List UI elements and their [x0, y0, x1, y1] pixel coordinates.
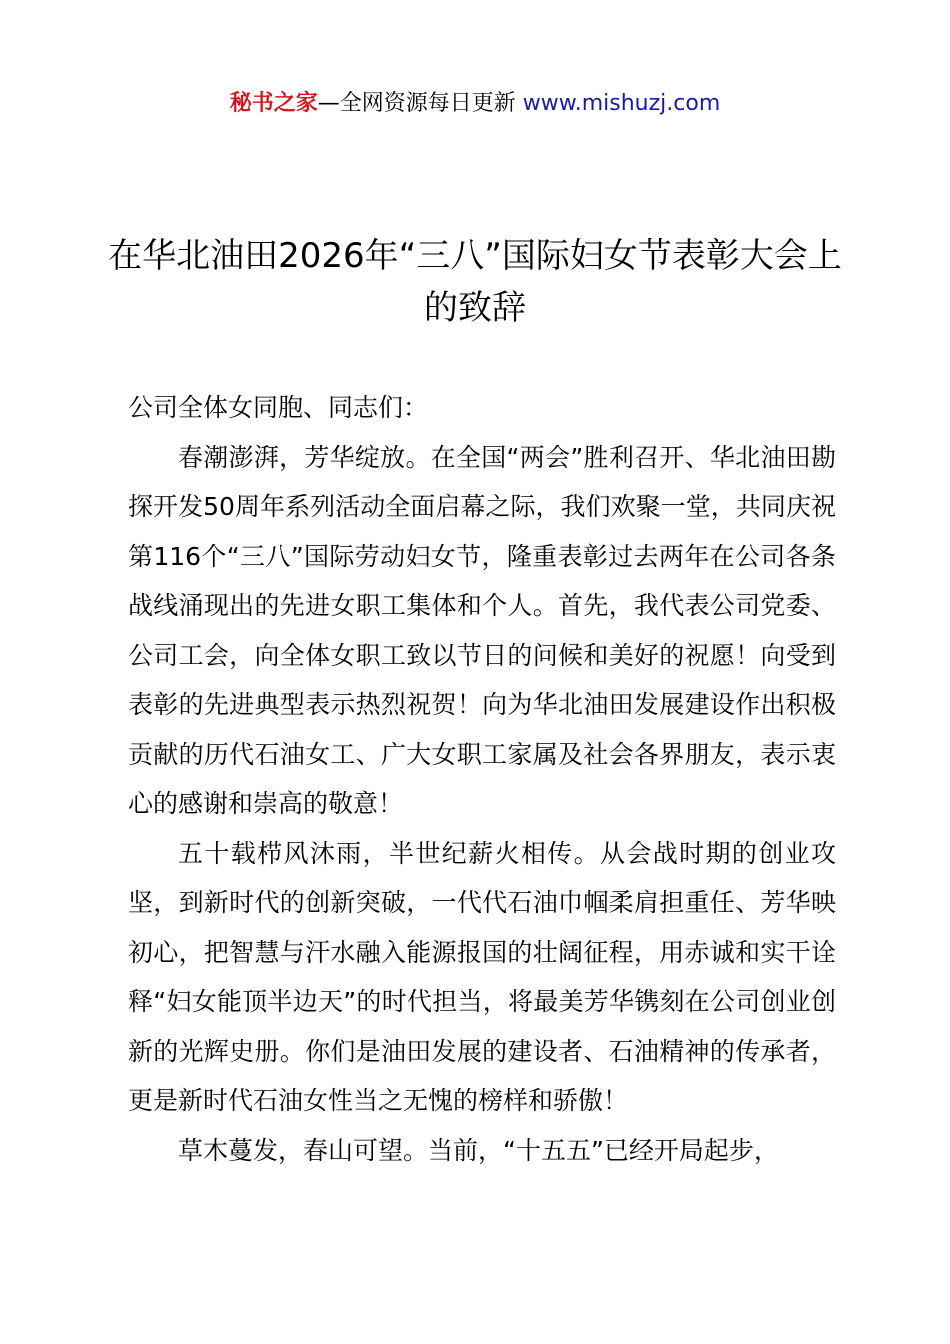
site-brand: 秘书之家: [229, 91, 318, 116]
salutation: 公司全体女同胞、同志们：: [128, 393, 429, 422]
site-header: [0, 88, 950, 120]
document-title: 在华北油田2026年“三八”国际妇女节表彰大会上的致辞: [108, 236, 842, 328]
site-tagline: —全网资源每日更新: [317, 91, 523, 116]
document-body: [128, 383, 836, 1175]
site-url-link[interactable]: www.mishuzj.com: [522, 91, 721, 116]
paragraph-3: 草木蔓发，春山可望。当前，“十五五”已经开局起步，: [178, 1135, 779, 1165]
paragraph-1: 春潮澎湃，芳华绽放。在全国“两会”胜利召开、华北油田勘探开发50周年系列活动全面启幕之际，我们欢聚一堂，共同庆祝第116个“三八”国际劳动妇女节，隆重表彰过去两年在公司各条战线涌现出的先进女职工集体和个人。首先，我代表公司党委、公司工会，向全体女职工致以节日的问候和美好的祝愿！向受到表彰的先进典型表示热烈祝贺！向为华北油田发展建设作出积极贡献的历代石油女工、广大女职工家属及社会各界朋友，表示衷心的感谢和崇高的敬意！: [128, 442, 836, 818]
paragraph-2: 五十载栉风沐雨，半世纪薪火相传。从会战时期的创业攻坚，到新时代的创新突破，一代代石油巾帼柔肩担重任、芳华映初心，把智慧与汗水融入能源报国的壮阔征程，用赤诚和实干诠释“妇女能顶半边天”的时代担当，将最美芳华镌刻在公司创业创新的光辉史册。你们是油田发展的建设者、石油精神的传承者，更是新时代石油女性当之无愧的榜样和骄傲！: [128, 838, 836, 1115]
